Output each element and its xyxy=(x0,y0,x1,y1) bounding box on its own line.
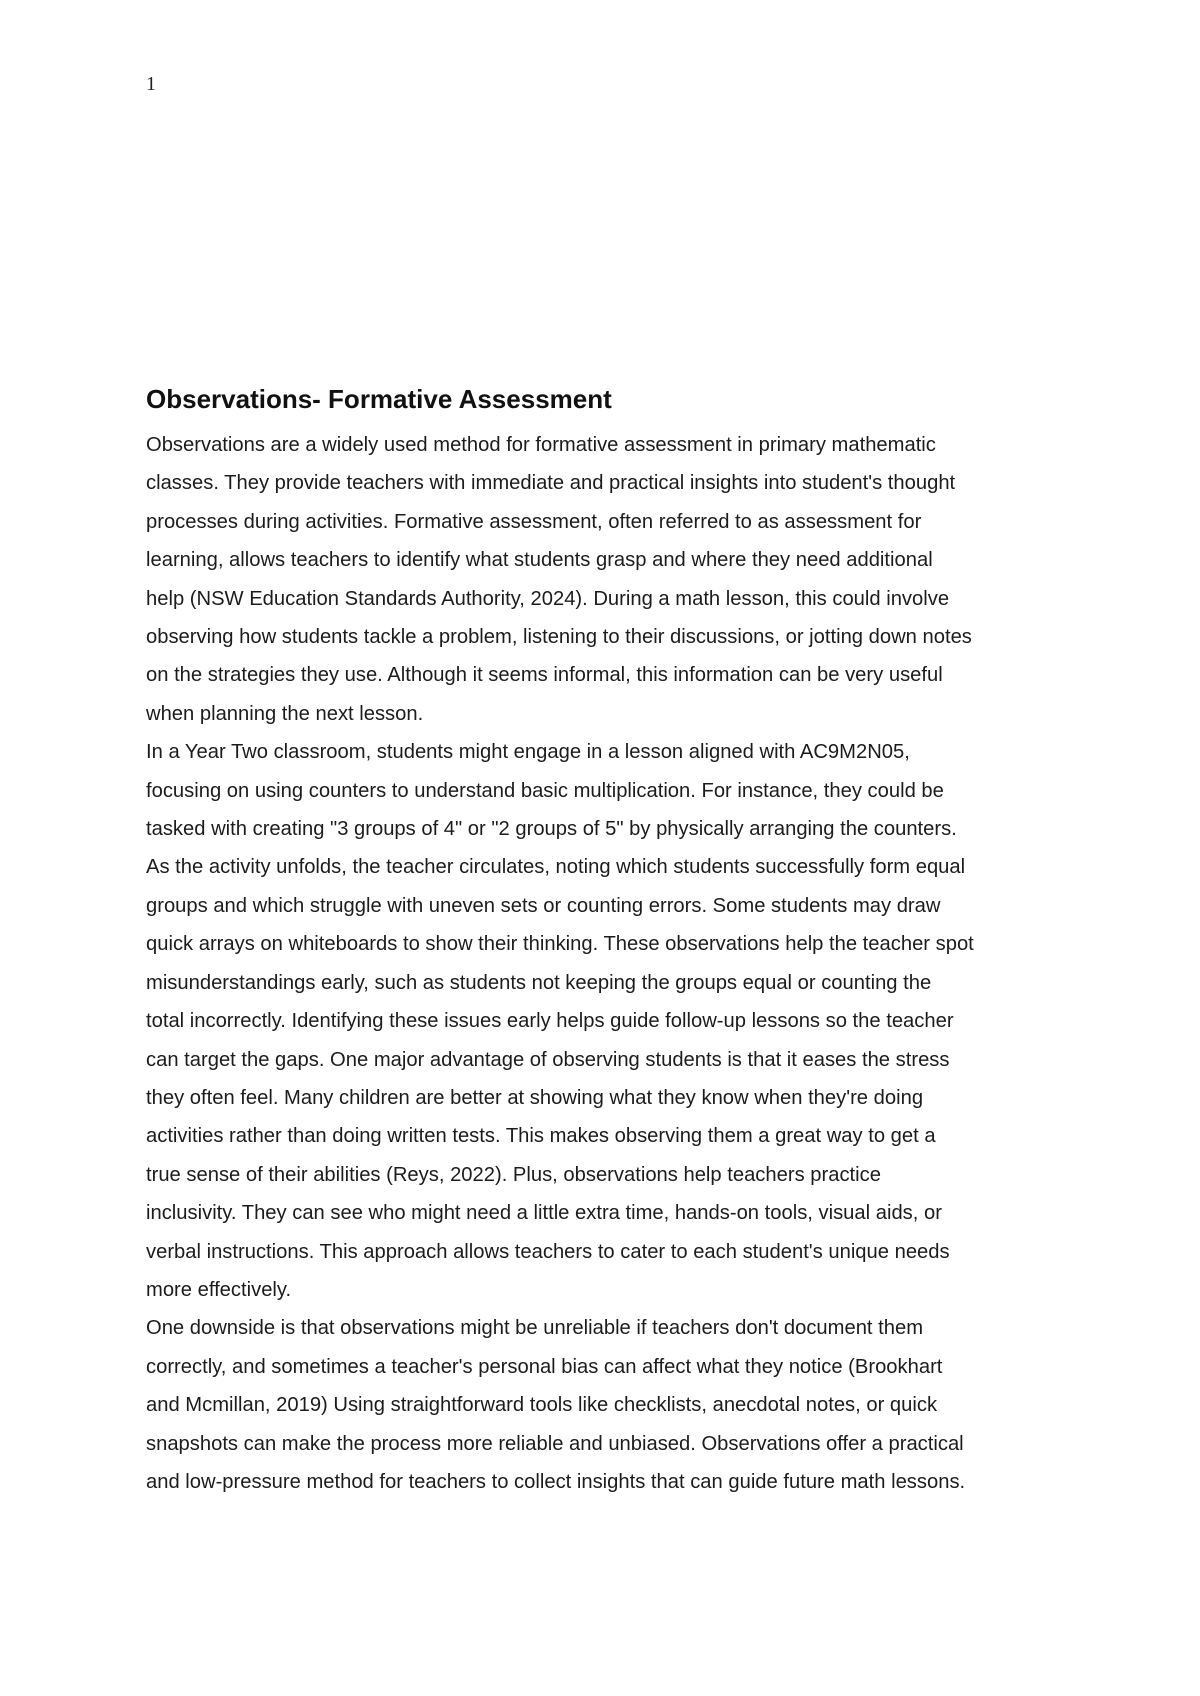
document-body xyxy=(146,382,1086,1501)
text-line: As the activity unfolds, the teacher circulates, noting which students successfully form equal xyxy=(146,856,966,879)
text-line: total incorrectly. Identifying these issues early helps guide follow-up lessons so the teacher xyxy=(146,1010,954,1033)
text-line: In a Year Two classroom, students might engage in a lesson aligned with AC9M2N05, xyxy=(146,741,910,764)
text-line: misunderstandings early, such as students not keeping the groups equal or counting the xyxy=(146,971,932,994)
text-line: and low-pressure method for teachers to collect insights that can guide future math lessons. xyxy=(146,1470,966,1493)
text-line: classes. They provide teachers with immediate and practical insights into student's thought xyxy=(146,472,956,495)
text-line: more effectively. xyxy=(146,1278,292,1301)
text-line: quick arrays on whiteboards to show their thinking. These observations help the teacher spot xyxy=(146,933,974,956)
text-line: true sense of their abilities (Reys, 2022). Plus, observations help teachers practice xyxy=(146,1163,881,1186)
paragraph-example xyxy=(146,733,1086,1309)
text-line: can target the gaps. One major advantage of observing students is that it eases the stress xyxy=(146,1048,950,1071)
text-line: inclusivity. They can see who might need a little extra time, hands-on tools, visual aids, or xyxy=(146,1202,942,1225)
text-line: activities rather than doing written tests. This makes observing them a great way to get a xyxy=(146,1125,936,1148)
page-number: 1 xyxy=(146,73,156,95)
text-line: they often feel. Many children are better at showing what they know when they're doing xyxy=(146,1086,924,1109)
text-line: processes during activities. Formative assessment, often referred to as assessment for xyxy=(146,510,922,533)
text-line: and Mcmillan, 2019) Using straightforward tools like checklists, anecdotal notes, or quick xyxy=(146,1394,938,1417)
text-line: help (NSW Education Standards Authority, 2024). During a math lesson, this could involve xyxy=(146,587,950,610)
text-line: One downside is that observations might be unreliable if teachers don't document them xyxy=(146,1317,924,1340)
text-line: when planning the next lesson. xyxy=(146,702,424,725)
text-line: tasked with creating "3 groups of 4" or "2 groups of 5" by physically arranging the counters. xyxy=(146,818,957,841)
paragraph-limitations xyxy=(146,1309,1086,1501)
text-line: verbal instructions. This approach allows teachers to cater to each student's unique needs xyxy=(146,1240,950,1263)
text-line: on the strategies they use. Although it seems informal, this information can be very useful xyxy=(146,664,943,687)
text-line: snapshots can make the process more reliable and unbiased. Observations offer a practical xyxy=(146,1432,964,1455)
text-line: focusing on using counters to understand basic multiplication. For instance, they could be xyxy=(146,779,944,802)
text-line: groups and which struggle with uneven sets or counting errors. Some students may draw xyxy=(146,894,941,917)
paragraph-intro xyxy=(146,426,1086,733)
text-line: Observations are a widely used method for formative assessment in primary mathematic xyxy=(146,434,936,456)
document-title: Observations- Formative Assessment xyxy=(146,384,612,414)
text-line: correctly, and sometimes a teacher's personal bias can affect what they notice (Brookhart xyxy=(146,1355,943,1378)
text-line: observing how students tackle a problem, listening to their discussions, or jotting down notes xyxy=(146,626,972,649)
text-line: learning, allows teachers to identify what students grasp and where they need additional xyxy=(146,549,933,572)
